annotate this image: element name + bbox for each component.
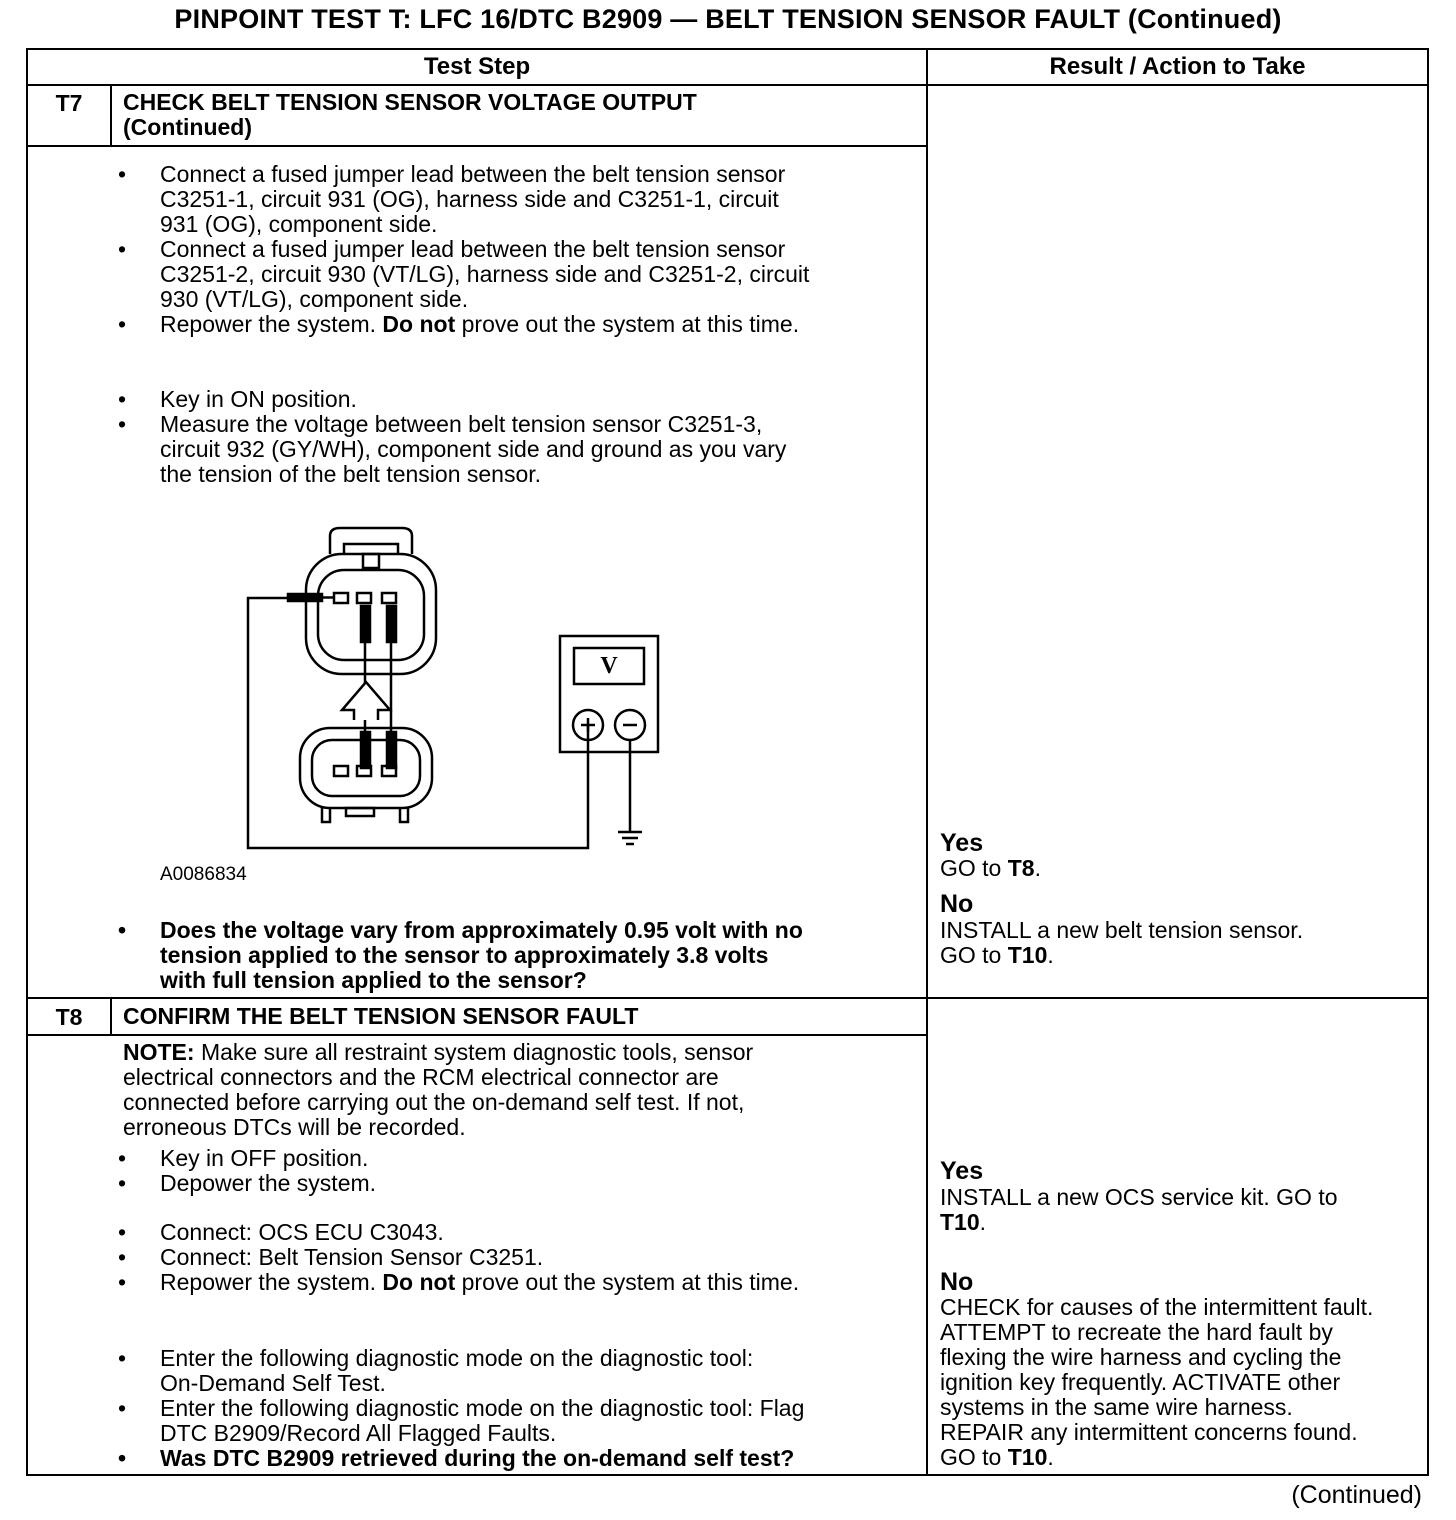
upper-connector [306,528,436,674]
table-border-right [1427,48,1429,1476]
bullet-dot: • [118,311,127,337]
bullet-dot: • [118,1170,127,1196]
t8-question-text: Was DTC B2909 retrieved during the on-demand self test? [160,1445,795,1471]
bullet-dot: • [118,1145,127,1171]
t7-yes-label: Yes [940,829,984,857]
t7-no-line1: INSTALL a new belt tension sensor. [940,917,1304,943]
header-divider [26,84,1429,86]
t8-no-line4: ignition key frequently. ACTIVATE other [940,1369,1341,1395]
t8-b7-line2: DTC B2909/Record All Flagged Faults. [160,1420,557,1446]
figure-id: A0086834 [160,864,247,885]
t8-yes-line1: INSTALL a new OCS service kit. GO to [940,1184,1338,1210]
t8-b5-pre: Repower the system. [160,1269,377,1295]
t8-note [123,1040,913,1140]
t8-no-line3: flexing the wire harness and cycling the [940,1344,1342,1370]
bullet-dot: • [118,1345,127,1371]
note-label: NOTE: [123,1039,195,1065]
bullet-dot: • [118,1269,127,1295]
t7-title-line2: (Continued) [123,114,253,140]
t7-bullet-3 [118,312,878,337]
t7-b5-line3: the tension of the belt tension sensor. [160,461,542,487]
t7-no-ref[interactable]: T10 [1007,942,1048,968]
t7-yes-action: GO to T8. [940,855,1041,881]
t8-yes-action [940,1185,1338,1235]
t7-title-line1: CHECK BELT TENSION SENSOR VOLTAGE OUTPUT [123,89,697,115]
mating-arrow [342,682,390,720]
t8-title: CONFIRM THE BELT TENSION SENSOR FAULT [123,1003,639,1029]
t7-b1-line2: C3251-1, circuit 931 (OG), harness side and C3251-1, circuit [160,186,779,212]
t8-note-line3: connected before carrying out the on-demand self test. If not, [123,1089,745,1115]
t8-note-line2: electrical connectors and the RCM electrical connector are [123,1064,719,1090]
t7-no-label: No [940,890,974,918]
t7-question-line2: tension applied to the sensor to approximately 3.8 volts [160,942,769,968]
t8-yes-label: Yes [940,1157,984,1185]
t8-b5-bold: Do not [382,1269,456,1295]
t7-b1-line3: 931 (OG), component side. [160,211,438,237]
t7-b2-line2: C3251-2, circuit 930 (VT/LG), harness side and C3251-2, circuit [160,261,810,287]
t7-b1-line1: Connect a fused jumper lead between the belt tension sensor [160,161,786,187]
t7-question-line1: Does the voltage vary from approximately 0.95 volt with no [160,917,803,943]
t8-question [118,1446,878,1471]
t7-title-divider [26,145,927,147]
t7-bullet-4 [118,387,878,412]
t7-yes-ref[interactable]: T8 [1007,855,1035,881]
t8-no-line5: systems in the same wire harness. [940,1394,1293,1420]
bullet-dot: • [118,386,127,412]
bullet-dot: • [118,1395,127,1421]
meter-label: V [600,653,618,679]
t7-b3-post: prove out the system at this time. [461,311,800,337]
t8-b7-line1: Enter the following diagnostic mode on the diagnostic tool: Flag [160,1395,805,1421]
t7-b3-bold: Do not [382,311,456,337]
t7-question [118,918,878,993]
page-title: PINPOINT TEST T: LFC 16/DTC B2909 — BELT TENSION SENSOR FAULT (Continued) [174,4,1282,34]
t8-yes-line2: T10. [940,1209,987,1235]
table-border-bottom [26,1474,1429,1476]
t8-no-pre: GO to [940,1444,1002,1470]
table-border-top [26,48,1429,50]
t8-b6-line2: On-Demand Self Test. [160,1370,386,1396]
bullet-dot: • [118,1244,127,1270]
connector-voltmeter-diagram [230,520,670,860]
t7-bullet-1 [118,162,878,237]
t7-b3-pre: Repower the system. [160,311,377,337]
t8-no-label: No [940,1268,974,1296]
t7-no-pre: GO to [940,942,1002,968]
bullet-dot: • [118,161,127,187]
t8-bullet-7 [118,1396,878,1446]
t8-bullet-5 [118,1270,878,1295]
t8-b4-text: Connect: Belt Tension Sensor C3251. [160,1244,544,1270]
t7-b4-text: Key in ON position. [160,386,357,412]
t7-b5-line2: circuit 932 (GY/WH), component side and ground as you vary [160,436,787,462]
continued-label: (Continued) [1291,1481,1422,1509]
t8-no-line2: ATTEMPT to recreate the hard fault by [940,1319,1333,1345]
t8-no-line7: GO to T10. [940,1444,1054,1470]
probe-wire [248,598,588,848]
bullet-dot: • [118,236,127,262]
t7-title [123,90,697,140]
bullet-dot: • [118,1219,127,1245]
t8-bullet-6 [118,1346,878,1396]
step-id-t7: T7 [55,90,83,116]
bullet-dot: • [118,411,127,437]
t7-b2-line3: 930 (VT/LG), component side. [160,286,469,312]
t7-no-action [940,918,1303,968]
t8-yes-ref[interactable]: T10 [940,1209,980,1235]
t8-b1-text: Key in OFF position. [160,1145,369,1171]
step-id-t8: T8 [55,1004,83,1030]
t8-b5-post: prove out the system at this time. [461,1269,800,1295]
t8-title-divider [26,1034,927,1036]
header-result: Result / Action to Take [1049,53,1306,80]
t8-note-line4: erroneous DTCs will be recorded. [123,1114,466,1140]
t7-no-line2: GO to T10. [940,942,1054,968]
t7-bullet-2 [118,237,878,312]
t8-no-line1: CHECK for causes of the intermittent fault. [940,1294,1374,1320]
header-test-step: Test Step [423,53,531,80]
t8-bullet-4 [118,1245,878,1270]
t7-bullet-5 [118,412,878,487]
t8-no-action [940,1295,1373,1470]
t8-note-line1: Make sure all restraint system diagnostic tools, sensor [200,1039,754,1065]
t8-b3-text: Connect: OCS ECU C3043. [160,1219,444,1245]
bullet-dot: • [118,1445,127,1471]
t7-t8-divider [26,997,1429,999]
t8-bullet-1 [118,1146,878,1171]
t7-b5-line1: Measure the voltage between belt tension sensor C3251-3, [160,411,763,437]
t8-b2-text: Depower the system. [160,1170,377,1196]
bullet-dot: • [118,917,127,943]
t8-no-line6: REPAIR any intermittent concerns found. [940,1419,1358,1445]
t8-bullet-2 [118,1171,878,1196]
t7-b2-line1: Connect a fused jumper lead between the belt tension sensor [160,236,786,262]
t8-b6-line1: Enter the following diagnostic mode on the diagnostic tool: [160,1345,754,1371]
column-divider [926,48,928,1476]
t8-no-ref[interactable]: T10 [1007,1444,1048,1470]
table-border-left [26,48,28,1476]
t7-yes-pre: GO to [940,855,1002,881]
t7-question-line3: with full tension applied to the sensor? [160,967,587,993]
t8-bullet-3 [118,1220,878,1245]
